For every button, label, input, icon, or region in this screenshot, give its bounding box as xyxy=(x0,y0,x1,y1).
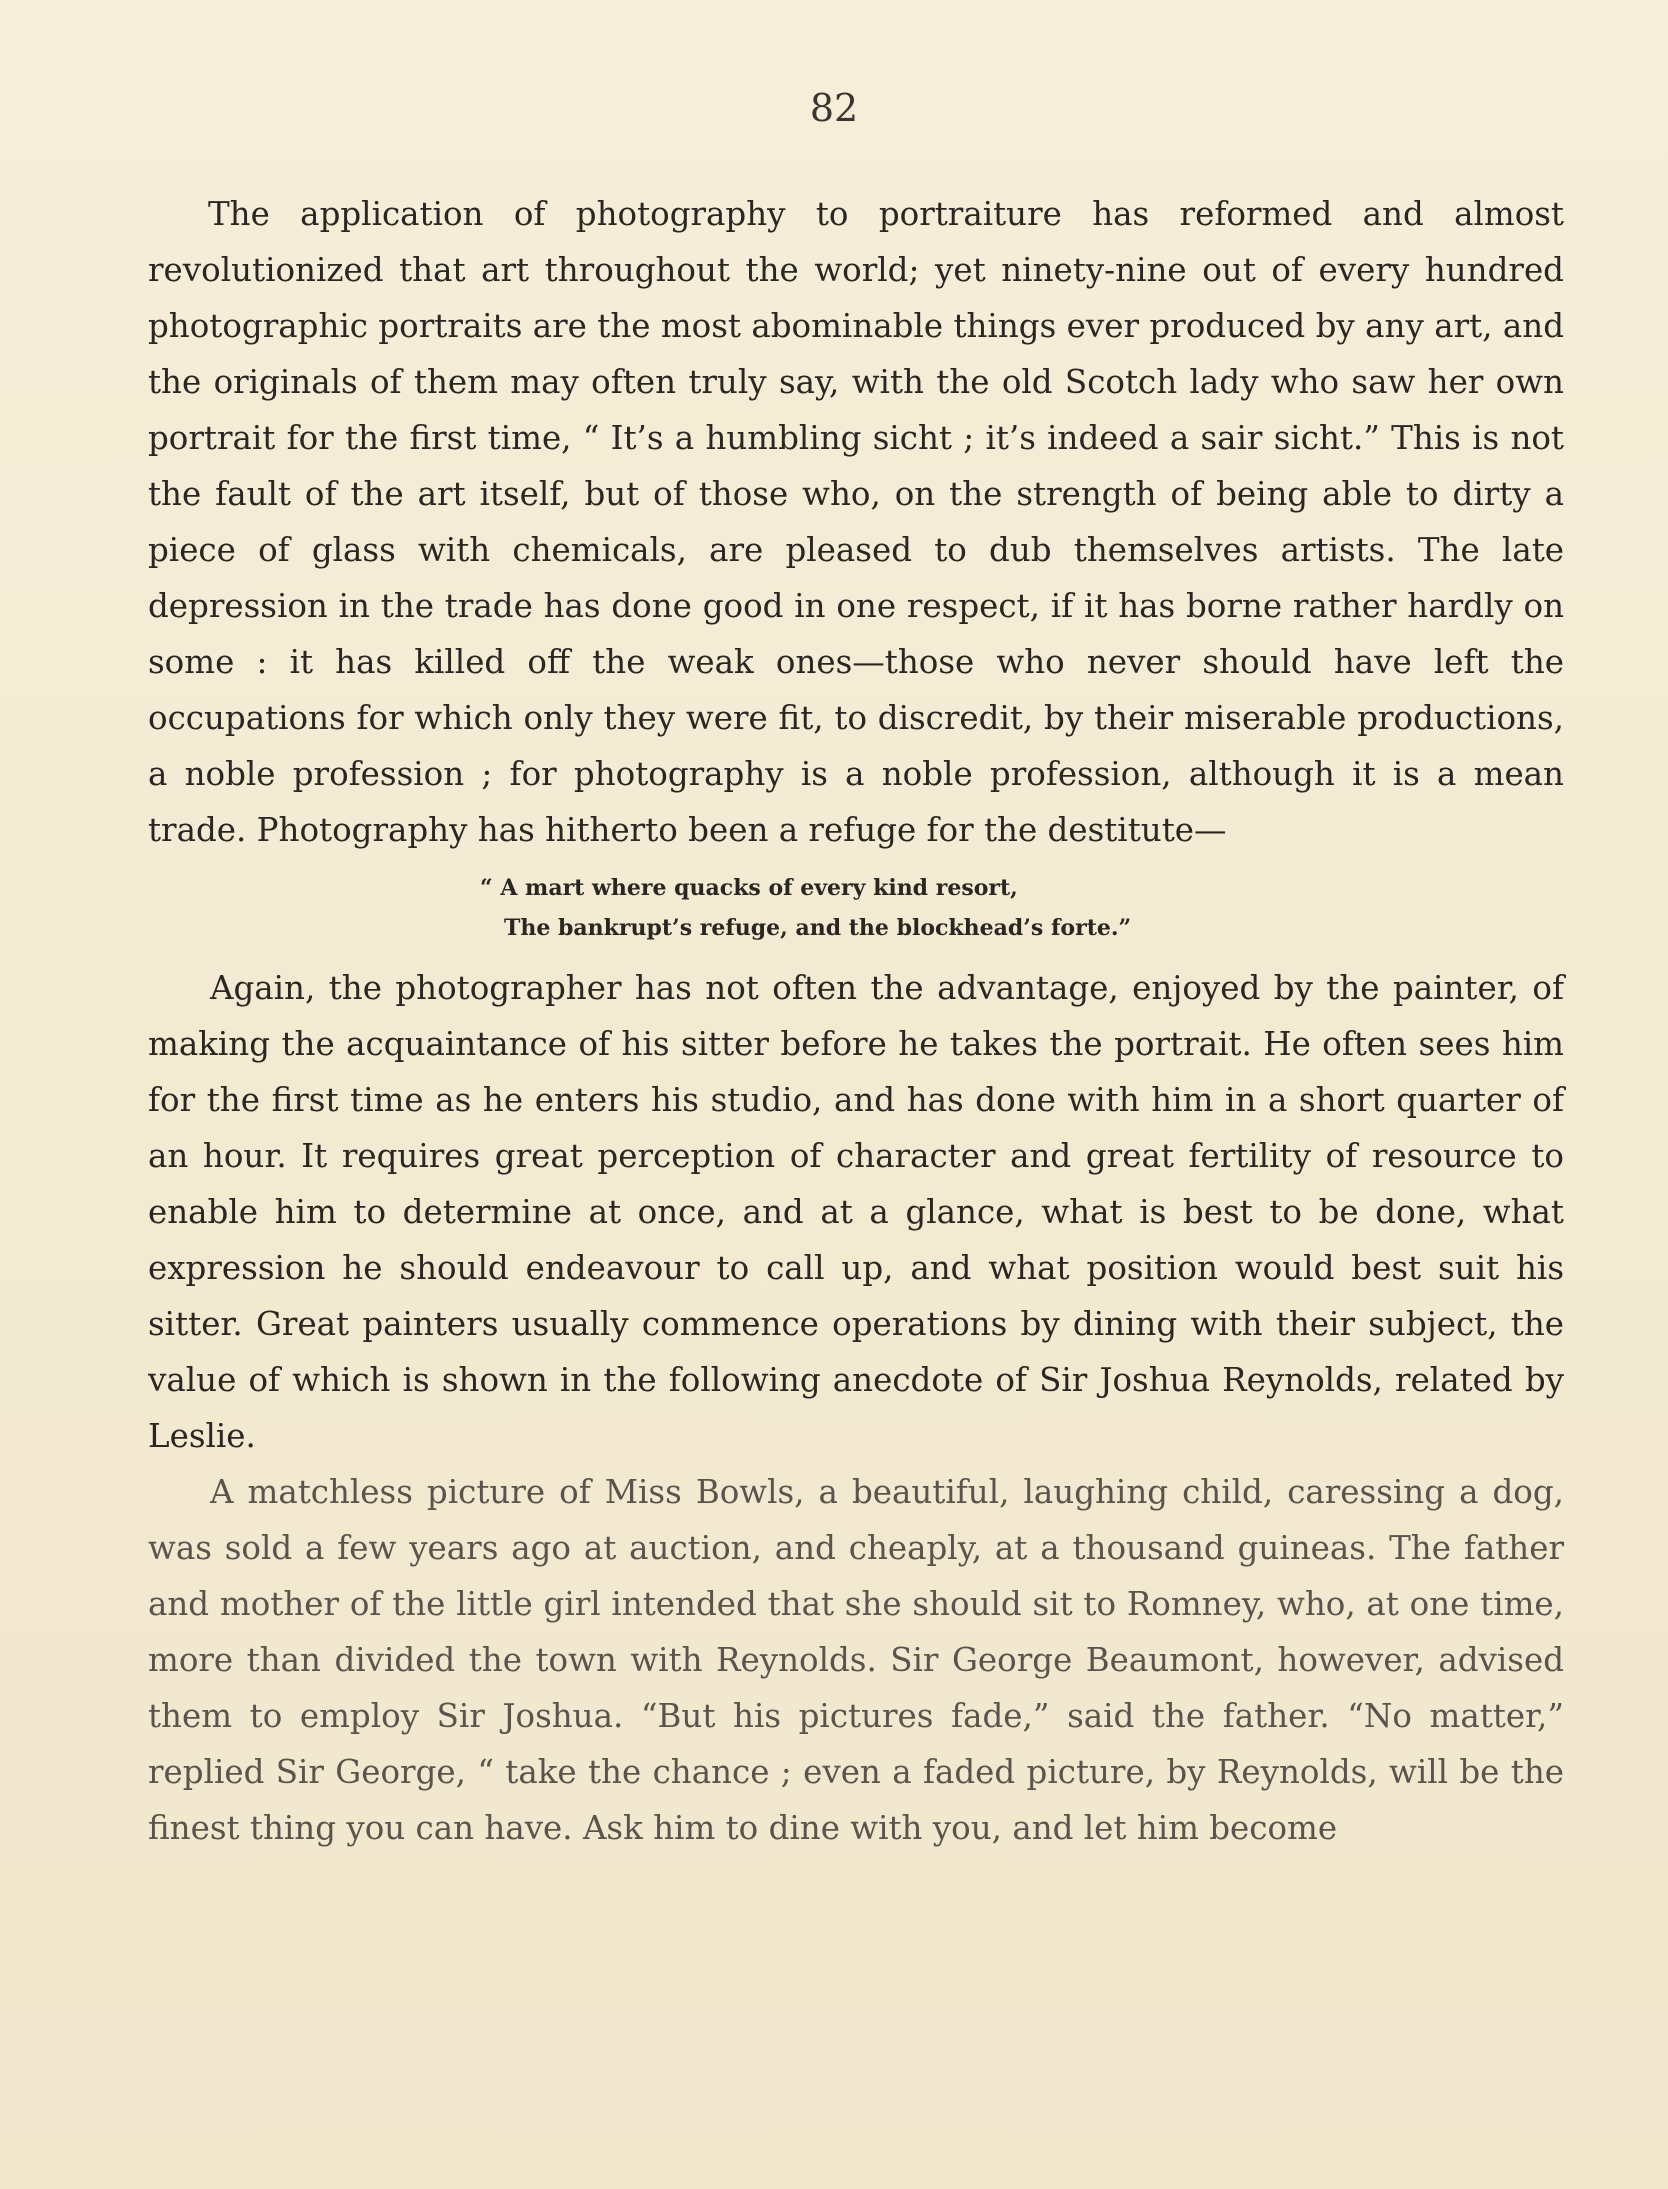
quote-line-1: “ A mart where quacks of every kind resort, xyxy=(480,875,1018,901)
page-body xyxy=(148,186,1564,1856)
quote-line-2: The bankrupt’s refuge, and the blockhead’s forte.” xyxy=(504,915,1132,941)
paragraph-photographer-sitter: Again, the photographer has not often the advantage, enjoyed by the painter, of making the acquaintance of his sitter before he takes the portrait. He often sees him for the first time as he enters his studio, and has done with him in a short quarter of an hour. It requires great perception of character and great fertility of resource to enable him to determine at once, and at a glance, what is best to be done, what expression he should endeavour to call up, and what position would best suit his sitter. Great painters usually commence operations by dining with their subject, the value of which is shown in the following anecdote of Sir Joshua Reynolds, related by Leslie. xyxy=(148,969,1564,1455)
verse-quotation xyxy=(148,868,1564,948)
paragraph-photography-portraiture: The application of photography to portraiture has reformed and almost revolutionized that art throughout the world; yet ninety-nine out of every hundred photographic portraits are the most abominable things ever produced by any art, and the originals of them may often truly say, with the old Scotch lady who saw her own portrait for the first time, “ It’s a humbling sicht ; it’s indeed a sair sicht.” This is not the fault of the art itself, but of those who, on the strength of being able to dirty a piece of glass with chemicals, are pleased to dub themselves artists. The late depression in the trade has done good in one respect, if it has borne rather hardly on some : it has killed off the weak ones—those who never should have left the occupations for which only they were fit, to discredit, by their miserable productions, a noble profession ; for photography is a noble profession, although it is a mean trade. Photography has hitherto been a refuge for the destitute— xyxy=(148,195,1564,849)
paragraph-reynolds-anecdote: A matchless picture of Miss Bowls, a beautiful, laughing child, caressing a dog, was sold a few years ago at auction, and cheaply, at a thousand guineas. The father and mother of the little girl intended that she should sit to Romney, who, at one time, more than divided the town with Reynolds. Sir George Beaumont, however, advised them to employ Sir Joshua. “But his pictures fade,” said the father. “No matter,” replied Sir George, “ take the chance ; even a faded picture, by Reynolds, will be the finest thing you can have. Ask him to dine with you, and let him become xyxy=(148,1473,1564,1847)
page-number: 82 xyxy=(809,86,859,130)
